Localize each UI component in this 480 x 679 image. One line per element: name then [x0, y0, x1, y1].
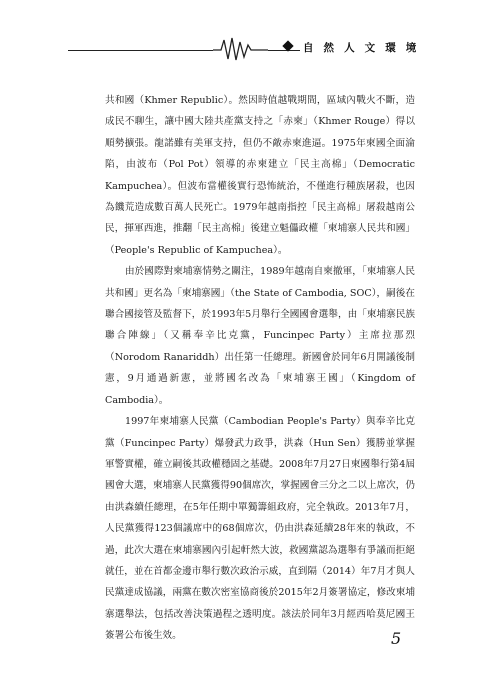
body-text — [105, 90, 415, 647]
heartbeat-wave-icon — [213, 36, 268, 62]
paragraph: 共和國（Khmer Republic）。然因時值越戰期間，區域內戰火不斷，造成民不聊生，讓中國大陸共產黨支持之「赤柬」（Khmer Rouge）得以順勢擴張。龍諾雖有美軍支持，但仍不敵赤柬進逼。1975年柬國全面淪陷，由波布（Pol Pot）領導的赤柬建立「民主高棉」（Democratic Kampuchea）。但波布當權後實行恐怖統治，不僅進行種族屠殺，也因為饑荒造成數百萬人民死亡。1979年越南指控「民主高棉」屠殺越南公民，揮軍西進，推翻「民主高棉」後建立魁儡政權「柬埔寨人民共和國」（People's Republic of Kampuchea）。 — [105, 95, 415, 256]
paragraph: 由於國際對柬埔寨情勢之關注，1989年越南自柬撤軍，「柬埔寨人民共和國」更名為「柬埔寨國」（the State of Cambodia, SOC），嗣後在聯合國接管及監督下，於1993年5月舉行全國國會選舉，由「柬埔寨民族聯合陣線」（又稱奉辛比克黨，Funcinpec Party）主席拉那烈（Norodom Ranariddh）出任第一任總理。新國會於同年6月開議後制憲，9月通過新憲，並將國名改為「柬埔寨王國」（Kingdom of Cambodia）。 — [105, 266, 415, 406]
section-title: 自 然 人 文 環 境 — [300, 40, 422, 55]
page-number: 5 — [391, 629, 402, 648]
paragraph: 1997年柬埔寨人民黨（Cambodian People's Party）與奉辛比克黨（Funcinpec Party）爆發武力政爭，洪森（Hun Sen）獲勝並掌握軍警實權，確立嗣後其政權穩固之基礎。2008年7月27日柬國舉行第4屆國會大選，柬埔寨人民黨獲得90個席次，掌握國會三分之二以上席次，仍由洪森續任總理，在5年任期中單獨籌組政府，完全執政。2013年7月，人民黨獲得123個議席中的68個席次，仍由洪森延續28年來的執政，不過，此次大選在柬埔寨國內引起軒然大波，救國黨認為選舉有爭議而拒絕就任，並在首都金邊市舉行數次政治示威，直到隔（2014）年7月才與人民黨達成協議，兩黨在數次密室協商後於2015年2月簽署協定，修改柬埔寨選舉法，包括改善決策過程之透明度。該法於同年3月經西哈莫尼國王簽署公布後生效。 — [105, 416, 415, 642]
running-header — [0, 0, 480, 72]
